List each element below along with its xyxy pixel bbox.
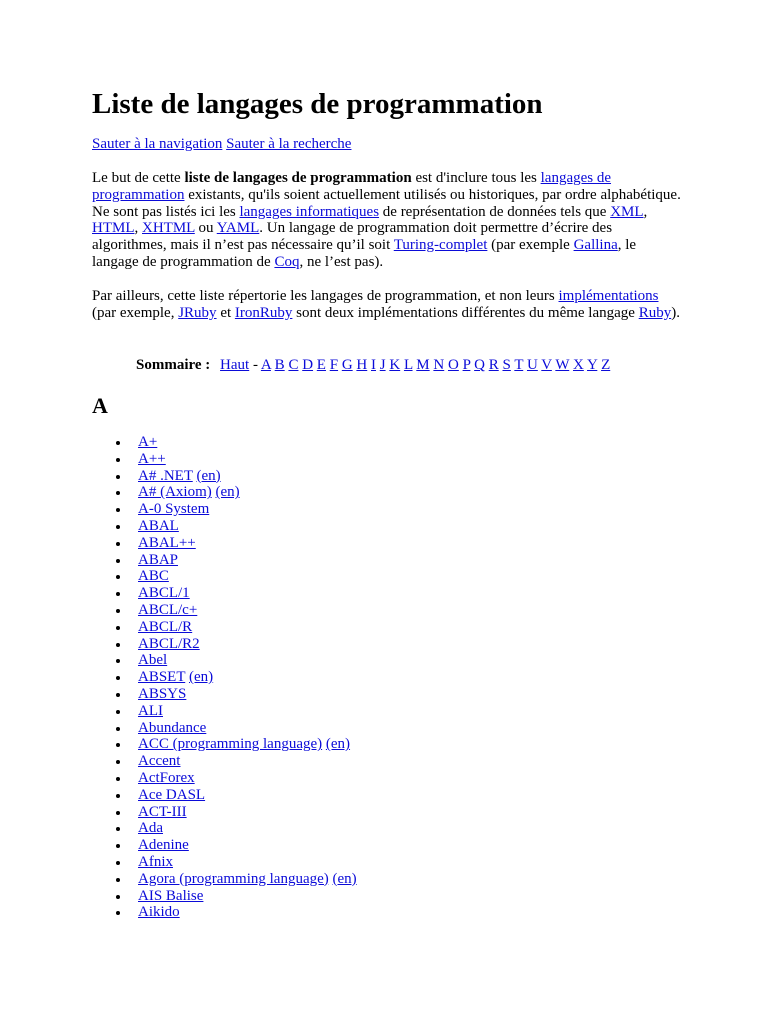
list-item (92, 568, 357, 585)
skip-to-navigation-link[interactable]: Sauter à la navigation (92, 136, 223, 152)
langages-de-programmation-link[interactable]: langages de programmation (92, 170, 612, 203)
list-item (92, 837, 357, 854)
bullet-icon (116, 491, 120, 495)
language-link[interactable]: ALI (138, 702, 163, 719)
language-link[interactable]: ActForex (138, 769, 195, 786)
language-link[interactable]: AIS Balise (138, 887, 204, 904)
toc-letter-link[interactable]: N (433, 357, 445, 373)
text: ou (194, 220, 217, 237)
list-item (92, 854, 357, 871)
toc-letter-link[interactable]: L (403, 357, 413, 373)
implementations-link[interactable]: implémentations (558, 288, 659, 304)
toc-letter-link[interactable]: K (389, 357, 401, 373)
language-link[interactable]: ABCL/1 (138, 585, 190, 602)
skip-links (92, 136, 351, 153)
language-link[interactable]: A-0 System (138, 501, 210, 518)
bullet-icon (116, 559, 120, 563)
toc-haut-link[interactable]: Haut (220, 357, 250, 373)
toc-letter-link[interactable]: M (416, 357, 430, 373)
language-link[interactable]: A++ (138, 450, 166, 467)
xml-link[interactable]: XML (610, 203, 644, 220)
list-item (92, 770, 357, 787)
list-item (92, 820, 357, 837)
toc-letter-link[interactable]: T (514, 357, 524, 373)
turing-complet-link[interactable]: Turing-complet (393, 237, 488, 254)
list-item (92, 736, 357, 753)
bullet-icon (116, 676, 120, 680)
text: , (134, 220, 142, 237)
toc-letter-link[interactable]: W (555, 357, 570, 373)
toc-letter-link[interactable]: H (356, 357, 368, 373)
text: , (643, 203, 648, 220)
english-version-link[interactable]: (en) (332, 870, 357, 887)
bullet-icon (116, 861, 120, 865)
implementations-paragraph (92, 288, 682, 322)
bullet-icon (116, 659, 120, 663)
ruby-link[interactable]: Ruby (638, 304, 672, 321)
text: sont deux implémentations différentes du même langage (292, 304, 639, 321)
bullet-icon (116, 508, 120, 512)
yaml-link[interactable]: YAML (216, 220, 260, 237)
list-item (92, 602, 357, 619)
list-item (92, 871, 357, 888)
toc-letter-link[interactable]: J (379, 357, 386, 373)
text: (par exemple (487, 237, 574, 254)
toc-letter-link[interactable]: S (502, 357, 511, 373)
language-link[interactable]: Aikido (138, 904, 180, 921)
language-link[interactable]: Ada (138, 820, 163, 837)
language-link[interactable]: Abel (138, 652, 168, 669)
ironruby-link[interactable]: IronRuby (234, 304, 293, 321)
list-item (92, 552, 357, 569)
language-link[interactable]: ABAP (138, 551, 179, 568)
english-version-link[interactable]: (en) (188, 669, 214, 686)
bullet-icon (116, 475, 120, 479)
text: (par exemple, (92, 304, 179, 321)
list-item (92, 686, 357, 703)
list-item (92, 484, 357, 501)
list-item (92, 703, 357, 720)
bullet-icon (116, 626, 120, 630)
text: ). (671, 304, 680, 321)
list-item (92, 652, 357, 669)
toc-letter-link[interactable]: G (341, 357, 353, 373)
toc-letter-link[interactable]: V (541, 357, 552, 373)
text: , ne l’est pas). (299, 253, 384, 270)
list-item (92, 501, 357, 518)
bullet-icon (116, 794, 120, 798)
list-item (92, 904, 357, 921)
toc-letter-link[interactable]: U (526, 357, 538, 373)
bullet-icon (116, 911, 120, 915)
langages-informatiques-link[interactable]: langages informatiques (239, 203, 380, 220)
toc-letter-link[interactable]: F (329, 357, 339, 373)
language-link[interactable]: Agora (programming language) (138, 870, 329, 887)
bullet-icon (116, 878, 120, 882)
bullet-icon (116, 575, 120, 579)
language-link[interactable]: ABC (138, 568, 169, 585)
list-item (92, 669, 357, 686)
text: de représentation de données tels que (379, 203, 611, 220)
toc-letter-link[interactable]: A (260, 357, 271, 373)
section-heading-a: A (92, 393, 108, 418)
language-link[interactable]: Abundance (138, 719, 207, 736)
english-version-link[interactable]: (en) (196, 467, 221, 484)
toc-letter-link[interactable]: I (371, 357, 376, 373)
gallina-link[interactable]: Gallina (573, 237, 618, 254)
language-link[interactable]: ABSYS (138, 685, 187, 702)
text: Par ailleurs, cette liste répertorie les langages de programmation, et non leurs (92, 288, 559, 304)
language-link[interactable]: Accent (138, 753, 181, 770)
coq-link[interactable]: Coq (274, 253, 300, 270)
text: et (216, 304, 235, 321)
table-of-contents (136, 356, 610, 374)
bullet-icon (116, 609, 120, 613)
bullet-icon (116, 525, 120, 529)
toc-letter-link[interactable]: Y (587, 357, 598, 373)
language-link[interactable]: ABCL/c+ (138, 601, 198, 618)
language-link[interactable]: Ace DASL (138, 786, 206, 803)
bullet-icon (116, 592, 120, 596)
bullet-icon (116, 542, 120, 546)
bullet-icon (116, 743, 120, 747)
language-link[interactable]: ABAL++ (138, 534, 196, 551)
list-item (92, 619, 357, 636)
language-link[interactable]: A# .NET (138, 467, 193, 484)
bullet-icon (116, 458, 120, 462)
list-item (92, 720, 357, 737)
toc-letter-link[interactable]: O (447, 357, 459, 373)
list-item (92, 888, 357, 905)
bullet-icon (116, 895, 120, 899)
language-link[interactable]: A# (Axiom) (138, 484, 212, 501)
language-link[interactable]: Adenine (138, 837, 189, 854)
toc-label: Sommaire : (136, 357, 211, 373)
list-item (92, 451, 357, 468)
skip-to-search-link[interactable]: Sauter à la recherche (226, 136, 352, 152)
bullet-icon (116, 777, 120, 781)
text: Le but de cette (92, 170, 185, 186)
bold-text: liste de langages de programmation (184, 170, 412, 186)
toc-letter-link[interactable]: E (316, 357, 326, 373)
text: . Un langage de programmation doit permettre d’écrire des algorithmes, mais il n’est pas nécessaire qu’il soit (92, 220, 613, 254)
toc-letter-link[interactable]: R (488, 357, 499, 373)
language-list (92, 434, 357, 921)
bullet-icon (116, 727, 120, 731)
text: , le langage de programmation de (92, 237, 637, 270)
list-item (92, 753, 357, 770)
language-link[interactable]: ACC (programming language) (138, 736, 323, 753)
toc-letter-link[interactable]: B (274, 357, 285, 373)
language-link[interactable]: ACT-III (138, 803, 187, 820)
list-item (92, 585, 357, 602)
language-link[interactable]: ABAL (138, 517, 179, 534)
text: est d'inclure tous les (411, 170, 541, 186)
bullet-icon (116, 693, 120, 697)
toc-letter-link[interactable]: P (462, 357, 471, 373)
language-link[interactable]: A+ (138, 434, 158, 450)
list-item (92, 518, 357, 535)
bullet-icon (116, 643, 120, 647)
bullet-icon (116, 827, 120, 831)
text: existants, qu'ils soient actuellement utilisés ou historiques, par ordre alphabétique. Ne sont pas listés ici les (92, 186, 681, 220)
language-link[interactable]: ABCL/R2 (138, 635, 200, 652)
list-item (92, 636, 357, 653)
xhtml-link[interactable]: XHTML (142, 220, 195, 237)
toc-dash: - (249, 357, 258, 373)
toc-letter-link[interactable]: X (572, 357, 584, 373)
jruby-link[interactable]: JRuby (178, 304, 217, 321)
bullet-icon (116, 760, 120, 764)
language-link[interactable]: ABCL/R (138, 618, 193, 635)
page-title: Liste de langages de programmation (92, 88, 543, 120)
toc-letter-link[interactable]: C (288, 357, 299, 373)
intro-paragraph (92, 170, 682, 271)
list-item (92, 434, 357, 451)
list-item (92, 535, 357, 552)
bullet-icon (116, 844, 120, 848)
html-link[interactable]: HTML (92, 220, 135, 237)
bullet-icon (116, 441, 120, 445)
toc-letter-link[interactable]: D (302, 357, 314, 373)
english-version-link[interactable]: (en) (215, 484, 240, 501)
toc-letter-link[interactable]: Q (474, 357, 485, 373)
list-item (92, 787, 357, 804)
list-item (92, 468, 357, 485)
language-link[interactable]: ABSET (138, 669, 186, 686)
toc-letter-link[interactable]: Z (601, 357, 611, 373)
bullet-icon (116, 710, 120, 714)
language-link[interactable]: Afnix (138, 853, 173, 870)
list-item (92, 804, 357, 821)
bullet-icon (116, 811, 120, 815)
english-version-link[interactable]: (en) (325, 736, 351, 753)
